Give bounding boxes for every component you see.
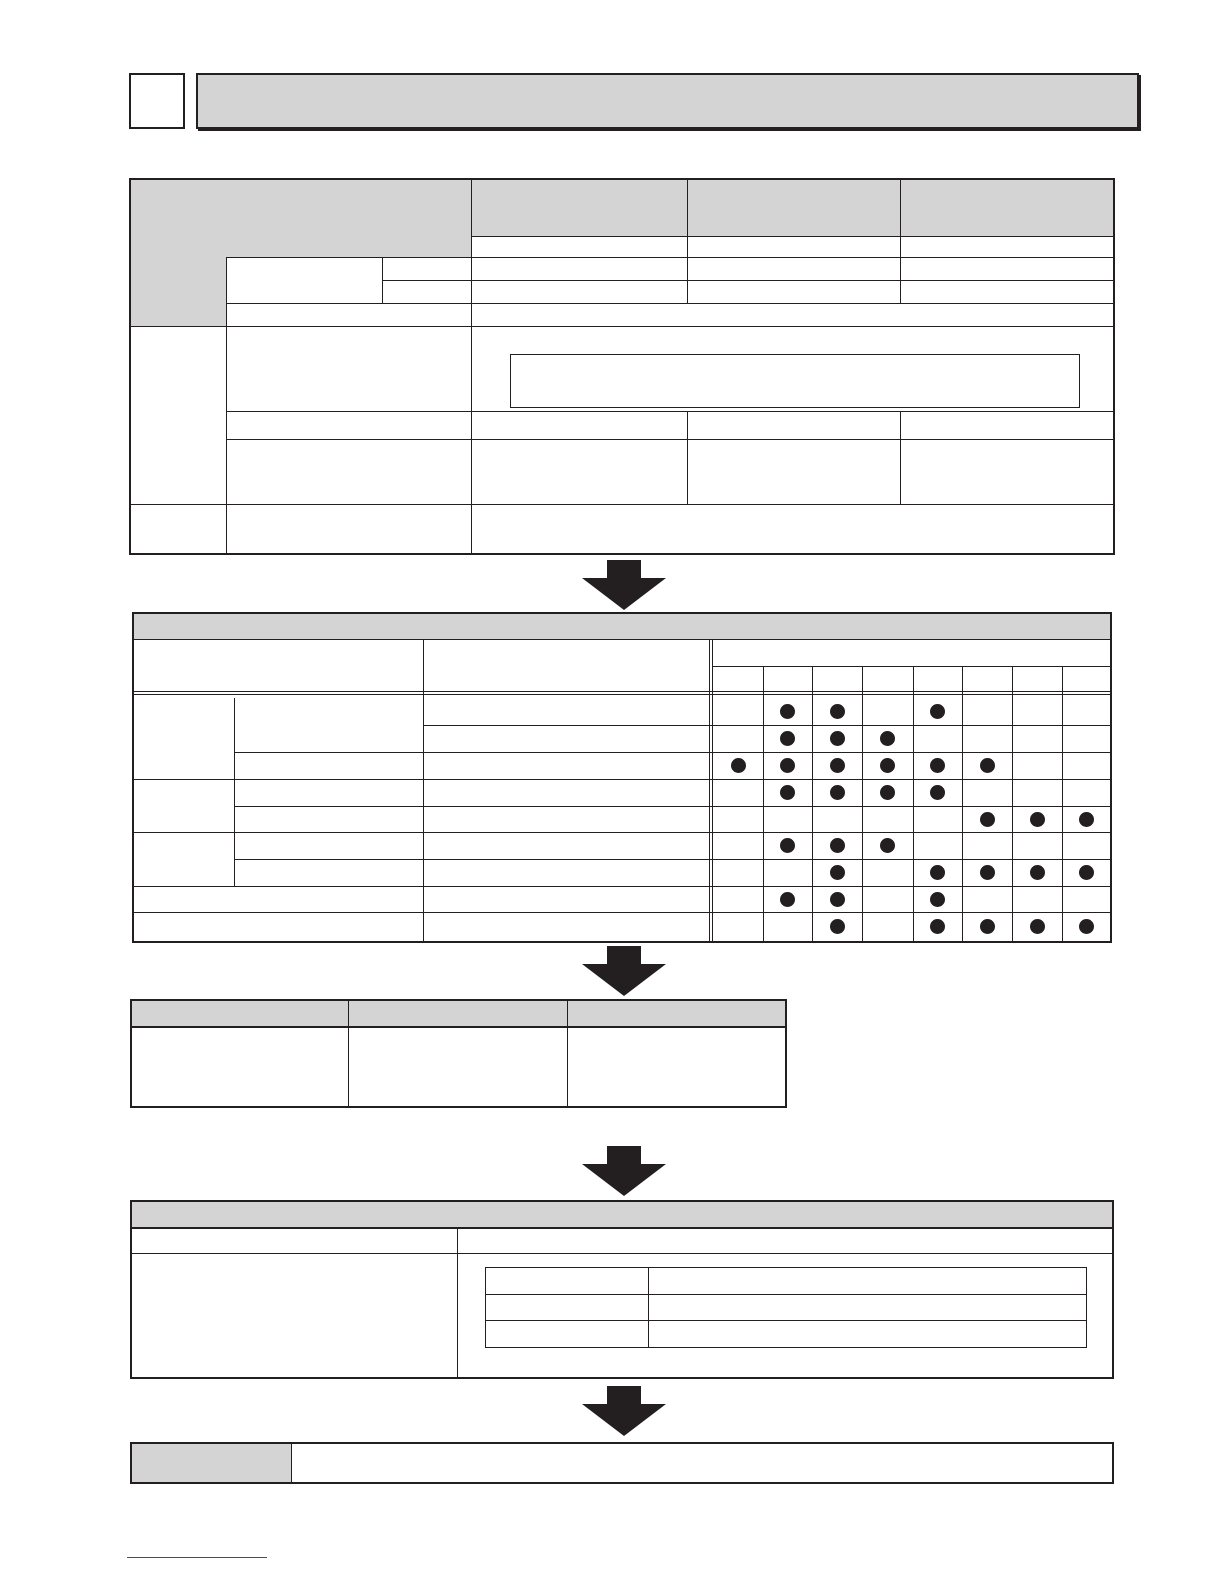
check-dot-icon: [880, 785, 895, 800]
check-dot-icon: [980, 758, 995, 773]
check-dot-icon: [930, 919, 945, 934]
final-box-frame: [130, 1442, 1114, 1484]
matrix-row-rule: [423, 725, 1111, 726]
matrix-row-rule: [133, 886, 1111, 887]
flow-arrow-down-icon: [582, 1386, 666, 1436]
check-dot-icon: [830, 758, 845, 773]
matrix-column-rule: [1062, 666, 1063, 941]
result-table-frame: [130, 999, 787, 1108]
check-dot-icon: [1079, 865, 1094, 880]
check-dot-icon: [930, 758, 945, 773]
matrix-column-rule: [862, 666, 863, 941]
matrix-row-rule: [234, 752, 1111, 753]
check-dot-icon: [780, 838, 795, 853]
check-dot-icon: [930, 785, 945, 800]
matrix-row-rule: [133, 912, 1111, 913]
flow-arrow-down-icon: [582, 560, 666, 610]
check-dot-icon: [1030, 865, 1045, 880]
check-dot-icon: [1030, 919, 1045, 934]
check-dot-icon: [1030, 812, 1045, 827]
check-dot-icon: [930, 865, 945, 880]
setting-inner-table: [485, 1267, 1087, 1348]
check-dot-icon: [830, 785, 845, 800]
section-number-box: [129, 73, 185, 129]
check-dot-icon: [830, 919, 845, 934]
check-dot-icon: [880, 731, 895, 746]
check-dot-icon: [830, 704, 845, 719]
check-dot-icon: [830, 838, 845, 853]
check-dot-icon: [780, 892, 795, 907]
spec-note-box: [510, 354, 1080, 408]
check-dot-icon: [1079, 919, 1094, 934]
matrix-row-rule: [133, 832, 1111, 833]
matrix-row-rule: [133, 779, 1111, 780]
check-dot-icon: [880, 838, 895, 853]
check-dot-icon: [780, 758, 795, 773]
check-dot-icon: [830, 731, 845, 746]
check-dot-icon: [780, 731, 795, 746]
matrix-column-rule: [812, 666, 813, 941]
page-link-underline[interactable]: [127, 1557, 267, 1558]
check-dot-icon: [830, 865, 845, 880]
check-dot-icon: [980, 919, 995, 934]
matrix-column-rule: [763, 666, 764, 941]
check-dot-icon: [780, 704, 795, 719]
check-dot-icon: [780, 785, 795, 800]
fault-matrix-frame: [132, 612, 1112, 943]
check-dot-icon: [980, 865, 995, 880]
check-dot-icon: [880, 758, 895, 773]
check-dot-icon: [731, 758, 746, 773]
matrix-row-rule: [234, 859, 1111, 860]
flow-arrow-down-icon: [582, 946, 666, 996]
section-title-bar: [196, 73, 1139, 129]
matrix-row-rule: [234, 806, 1111, 807]
check-dot-icon: [830, 892, 845, 907]
matrix-column-rule: [913, 666, 914, 941]
check-dot-icon: [930, 892, 945, 907]
matrix-column-rule: [1012, 666, 1013, 941]
matrix-column-rule: [962, 666, 963, 941]
check-dot-icon: [980, 812, 995, 827]
flow-arrow-down-icon: [582, 1146, 666, 1196]
check-dot-icon: [1079, 812, 1094, 827]
check-dot-icon: [930, 704, 945, 719]
